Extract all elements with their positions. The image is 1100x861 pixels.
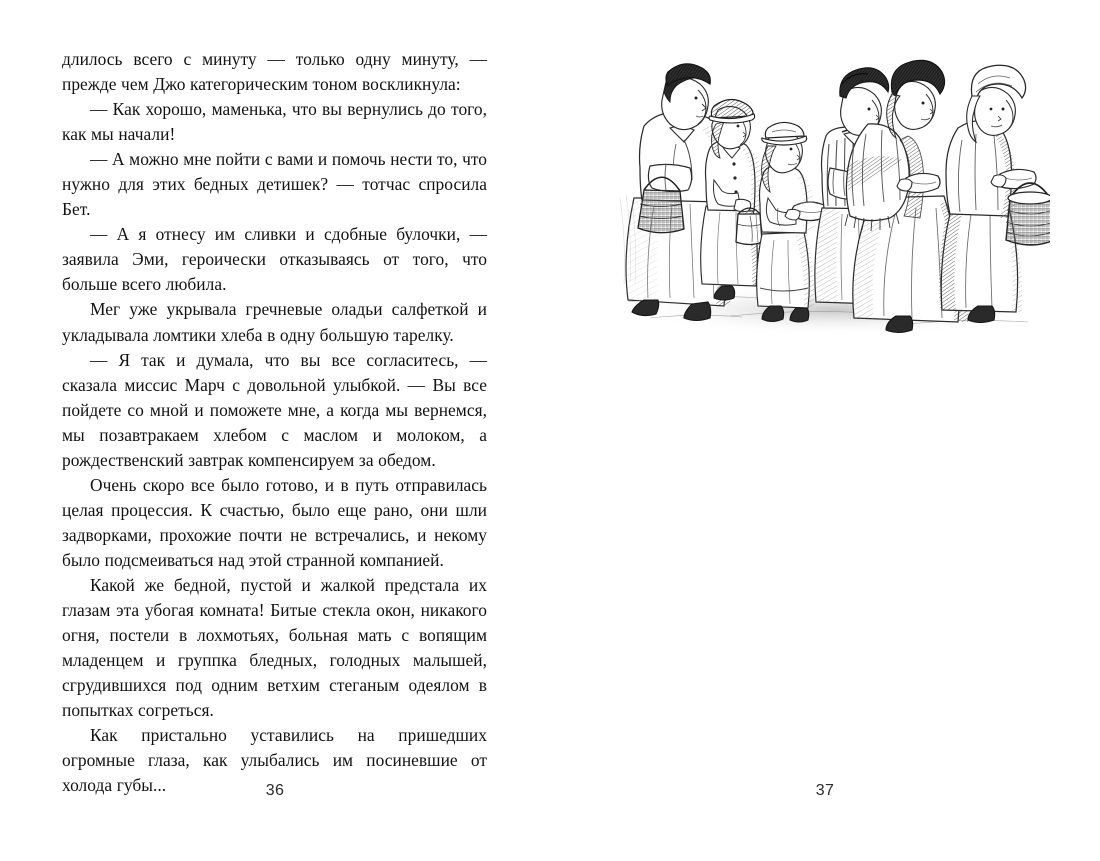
left-page-text-column <box>62 47 487 798</box>
paragraph: — Я так и думала, что вы все согласитесь, — сказала миссис Марч с довольной улыбкой. — Вы все пойдете со мной и поможете мне, а когда мы вернемся, мы позавтракаем хлебом с маслом и молоком, а рождественский завтрак компенсируем за обедом. <box>62 349 487 470</box>
paragraph: Очень скоро все было готово, и в путь отправилась целая процессия. К счастью, было еще рано, они шли задворками, прохожие почти не встречались, и некому было подсмеиваться над этой странной компанией. <box>62 474 487 570</box>
page-number-left: 36 <box>265 782 285 799</box>
procession-illustration <box>610 48 1050 340</box>
page-number-right: 37 <box>815 782 835 799</box>
paragraph: Как пристально уставились на пришедших огромные глаза, как улыбались им посиневшие от холода губы... <box>62 725 487 796</box>
right-page <box>550 0 1100 861</box>
paragraph: — Как хорошо, маменька, что вы вернулись до того, как мы начали! <box>62 99 487 145</box>
paragraph: Какой же бедной, пустой и жалкой предстала их глазам эта убогая комната! Битые стекла окон, никакого огня, постели в лохмотьях, больная мать с вопящим младенцем и группка бледных, голодных малышей, сгрудившихся под одним ветхим стеганым одеялом в попытках согреться. <box>62 574 487 721</box>
paragraph: Мег уже укрывала гречневые оладьи салфеткой и укладывала ломтики хлеба в одну большую тарелку. <box>62 299 487 345</box>
paragraph: длилось всего с минуту — только одну минуту, — прежде чем Джо категорическим тоном воскликнула: <box>62 49 487 95</box>
paragraph: — А можно мне пойти с вами и помочь нести то, что нужно для этих бедных детишек? — тотчас спросила Бет. <box>62 149 487 220</box>
paragraph: — А я отнесу им сливки и сдобные булочки, — заявила Эми, героически отказываясь от того, что больше всего любила. <box>62 224 487 295</box>
